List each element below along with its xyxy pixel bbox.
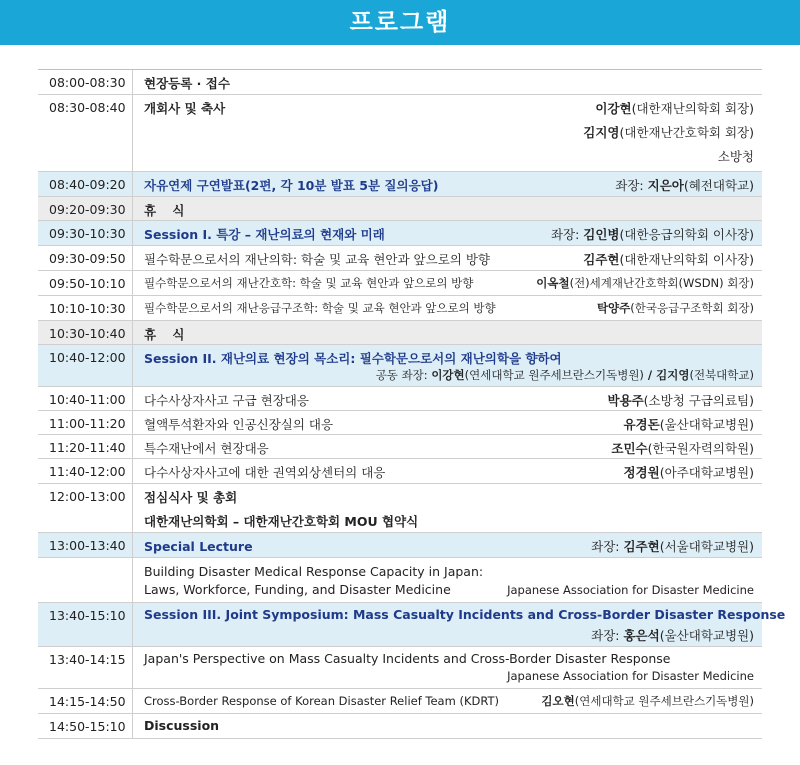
time-cell: 10:40-12:00 <box>38 345 133 386</box>
item-title: Japan's Perspective on Mass Casualty Incidents and Cross-Border Disaster Response <box>144 651 671 666</box>
session-row <box>38 345 762 387</box>
speaker-name: 김지영 <box>583 125 620 140</box>
session-row <box>38 603 786 647</box>
table-row <box>38 714 762 739</box>
speaker-name: 김주현 <box>583 252 620 267</box>
time-cell: 09:20-09:30 <box>38 197 133 220</box>
item-subtitle: Laws, Workforce, Funding, and Disaster Medicine <box>144 582 451 597</box>
speaker-affiliation: (대한재난의학회 회장) <box>631 101 754 116</box>
chair-affiliation: (대한응급의학회 이사장) <box>619 227 754 242</box>
chair-name: 이강현 <box>431 368 465 382</box>
chair-affiliation: (전북대학교) <box>689 368 754 382</box>
session-row <box>38 221 762 246</box>
time-cell: 11:00-11:20 <box>38 411 133 434</box>
time-cell: 09:50-10:10 <box>38 271 133 295</box>
chair-label: 좌장: <box>591 539 624 554</box>
item-title: Building Disaster Medical Response Capacity in Japan: <box>144 564 484 579</box>
speaker-name: 탁양주 <box>596 301 631 315</box>
speaker-affiliation: (한국원자력의학원) <box>647 441 754 456</box>
chair-name: 김인병 <box>583 227 620 242</box>
chair-name: 지은아 <box>647 178 684 193</box>
chair-label: 좌장: <box>615 178 648 193</box>
item-title: Cross-Border Response of Korean Disaster Relief Team (KDRT) <box>144 694 500 708</box>
session-title: Session III. Joint Symposium: Mass Casualty Incidents and Cross-Border Disaster Response <box>144 607 786 622</box>
time-cell: 13:40-14:15 <box>38 647 133 688</box>
speaker-affiliation: (대한재난간호학회 회장) <box>619 125 754 140</box>
time-cell <box>38 558 133 602</box>
session-title: Session I. 특강 – 재난의료의 현재와 미래 <box>144 227 385 242</box>
time-cell: 10:40-11:00 <box>38 387 133 410</box>
item-title: 다수사상자사고에 대한 권역외상센터의 대응 <box>144 465 386 480</box>
speaker-affiliation: Japanese Association for Disaster Medicine <box>507 669 754 683</box>
break-label: 휴 식 <box>144 327 191 342</box>
time-cell: 13:00-13:40 <box>38 533 133 557</box>
speaker-affiliation: (한국응급구조학회 회장) <box>630 301 754 315</box>
table-row <box>38 411 762 435</box>
speaker-name: 이강현 <box>595 101 632 116</box>
speaker-name: 박용주 <box>607 393 644 408</box>
session-title: Session II. 재난의료 현장의 목소리: 필수학문으로서의 재난의학을 향하여 <box>144 351 562 366</box>
time-cell: 14:15-14:50 <box>38 689 133 713</box>
chair-name: 김주현 <box>623 539 660 554</box>
item-title: 특수재난에서 현장대응 <box>144 441 269 456</box>
item-title: Discussion <box>144 718 220 733</box>
speaker-affiliation: 소방청 <box>717 149 754 164</box>
table-row <box>38 296 762 321</box>
chair-name: 김지영 <box>656 368 690 382</box>
chair-affiliation: (연세대학교 원주세브란스기독병원) <box>464 368 644 382</box>
page-title: 프로그램 <box>0 0 800 45</box>
speaker-name: 이옥철 <box>536 276 570 290</box>
time-cell: 13:40-15:10 <box>38 603 133 646</box>
item-subtitle: 대한재난의학회 – 대한재난간호학회 MOU 협약식 <box>144 514 419 529</box>
item-title: 혈액투석환자와 인공신장실의 대응 <box>144 417 334 432</box>
time-cell: 10:30-10:40 <box>38 321 133 344</box>
time-cell: 08:00-08:30 <box>38 70 133 94</box>
time-cell: 08:30-08:40 <box>38 95 133 171</box>
item-title: 필수학문으로서의 재난간호학: 학술 및 교육 현안과 앞으로의 방향 <box>144 276 474 290</box>
table-row <box>38 647 762 689</box>
chair-label: 좌장: <box>591 628 624 643</box>
table-row <box>38 558 762 603</box>
chair-affiliation: (혜전대학교) <box>683 178 754 193</box>
time-cell: 10:10-10:30 <box>38 296 133 320</box>
item-title: 다수사상자사고 구급 현장대응 <box>144 393 309 408</box>
break-label: 휴 식 <box>144 203 191 218</box>
chair-affiliation: (서울대학교병원) <box>659 539 754 554</box>
speaker-affiliation: (아주대학교병원) <box>659 465 754 480</box>
chair-affiliation: (울산대학교병원) <box>659 628 754 643</box>
chair-name: 홍은석 <box>623 628 660 643</box>
speaker-name: 조민수 <box>611 441 648 456</box>
item-title: 점심식사 및 총회 <box>144 490 238 505</box>
speaker-affiliation: (소방청 구급의료팀) <box>643 393 754 408</box>
time-cell: 08:40-09:20 <box>38 172 133 196</box>
time-cell: 11:20-11:40 <box>38 435 133 458</box>
speaker-name: 유경돈 <box>623 417 660 432</box>
table-row <box>38 70 762 95</box>
speaker-affiliation: (연세대학교 원주세브란스기독병원) <box>574 694 754 708</box>
session-title: Special Lecture <box>144 539 253 554</box>
time-cell: 11:40-12:00 <box>38 459 133 483</box>
table-row <box>38 435 762 459</box>
time-cell: 14:50-15:10 <box>38 714 133 738</box>
program-table <box>38 69 786 739</box>
item-title: 개회사 및 축사 <box>144 101 226 116</box>
session-row <box>38 172 762 197</box>
speaker-affiliation: (전)세계재난간호학회(WSDN) 회장) <box>569 276 754 290</box>
speaker-affiliation: Japanese Association for Disaster Medicine <box>507 583 754 597</box>
time-cell: 09:30-10:30 <box>38 221 133 245</box>
chair-label: 공동 좌장: <box>375 368 432 382</box>
speaker-name: 정경원 <box>623 465 660 480</box>
table-row <box>38 246 762 271</box>
speaker-affiliation: (울산대학교병원) <box>659 417 754 432</box>
table-row <box>38 689 762 714</box>
time-cell: 09:30-09:50 <box>38 246 133 270</box>
time-cell: 12:00-13:00 <box>38 484 133 532</box>
item-title: 현장등록 · 접수 <box>144 76 230 91</box>
item-title: 필수학문으로서의 재난의학: 학술 및 교육 현안과 앞으로의 방향 <box>144 252 490 267</box>
break-row <box>38 321 762 345</box>
table-row <box>38 459 762 484</box>
table-row <box>38 271 762 296</box>
speaker-name: 김오현 <box>541 694 575 708</box>
table-row <box>38 387 762 411</box>
separator: / <box>643 368 657 382</box>
speaker-affiliation: (대한재난의학회 이사장) <box>619 252 754 267</box>
item-title: 필수학문으로서의 재난응급구조학: 학술 및 교육 현안과 앞으로의 방향 <box>144 301 496 315</box>
break-row <box>38 197 762 221</box>
chair-label: 좌장: <box>550 227 584 242</box>
session-title: 자유연제 구연발표(2편, 각 10분 발표 5분 질의응답) <box>144 178 439 193</box>
session-row <box>38 533 762 558</box>
table-row <box>38 95 762 172</box>
table-row <box>38 484 762 533</box>
